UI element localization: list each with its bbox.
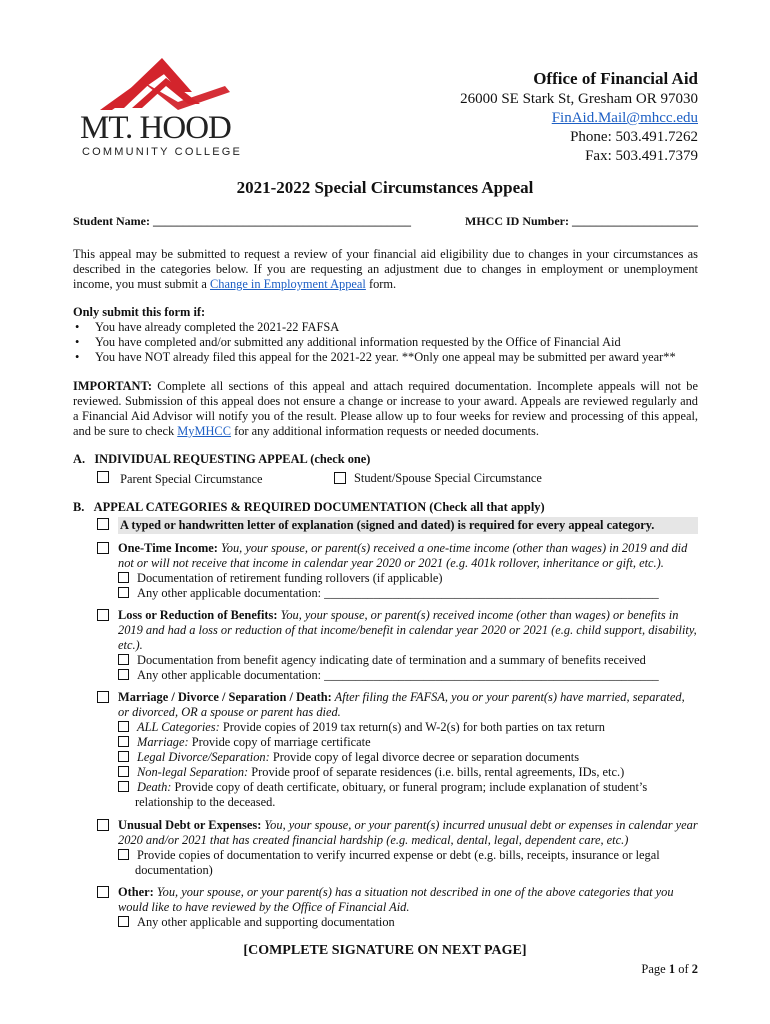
page-number [641, 962, 698, 977]
doc-item-label: Non-legal Separation: [137, 765, 249, 779]
category-title: Marriage / Divorce / Separation / Death: [118, 690, 332, 704]
mhcc-id-field[interactable]: MHCC ID Number: _____________________ [465, 214, 698, 228]
doc-item-label: Marriage: [137, 735, 189, 749]
section-a-heading [73, 452, 370, 467]
doc-checkbox[interactable] [118, 669, 129, 680]
doc-checkbox[interactable] [118, 572, 129, 583]
doc-item: Any other applicable documentation: ______________________________________________________ [137, 668, 659, 682]
page-of: of [675, 962, 692, 976]
doc-item: Provide copies of 2019 tax return(s) and W-2(s) for both parties on tax return [219, 720, 605, 734]
page-label: Page [641, 962, 669, 976]
logo-name: MT. HOOD [80, 110, 231, 146]
section-b-label: B. [73, 500, 85, 514]
student-info-line [73, 214, 698, 229]
letter-note: A typed or handwritten letter of explanation (signed and dated) is required for every appeal category. [118, 517, 698, 534]
category-title: Loss or Reduction of Benefits: [118, 608, 278, 622]
other-checkbox[interactable] [97, 886, 109, 898]
office-phone: Phone: 503.491.7262 [570, 129, 698, 145]
doc-item: Provide proof of separate residences (i.e. bills, rental agreements, IDs, etc.) [248, 765, 625, 779]
section-b-heading [73, 500, 545, 515]
logo-subtitle: COMMUNITY COLLEGE [82, 146, 243, 158]
intro-text: This appeal may be submitted to request a review of your financial aid eligibility due to changes in your circumstances as described in the categories below. If you are requesting an adjustment due to changes in employment or unemployment income, you must submit a [73, 247, 698, 291]
doc-item: Any other applicable and supporting documentation [137, 915, 395, 929]
doc-item-label: ALL Categories: [137, 720, 220, 734]
doc-item-label: Legal Divorce/Separation: [137, 750, 270, 764]
section-a-options [97, 471, 698, 487]
loss-benefits-checkbox[interactable] [97, 609, 109, 621]
doc-checkbox[interactable] [118, 654, 129, 665]
change-in-employment-link[interactable]: Change in Employment Appeal [209, 277, 366, 291]
doc-item: Provide copy of death certificate, obituary, or funeral program; include explanation of student’s relationship to the deceased. [135, 780, 648, 809]
unusual-debt-checkbox[interactable] [97, 819, 109, 831]
category-one-time-income [97, 541, 698, 601]
doc-checkbox[interactable] [118, 721, 129, 732]
section-b-title: APPEAL CATEGORIES & REQUIRED DOCUMENTATION (Check all that apply) [93, 500, 545, 514]
parent-special-label: Parent Special Circumstance [120, 472, 263, 486]
office-contact [460, 68, 698, 166]
office-title: Office of Financial Aid [533, 69, 698, 88]
office-fax: Fax: 503.491.7379 [585, 148, 698, 164]
intro-text-end: form. [365, 277, 397, 291]
important-text-end: for any additional information requests or needed documents. [230, 424, 539, 438]
category-unusual-debt [97, 818, 698, 878]
doc-checkbox[interactable] [118, 916, 129, 927]
doc-item: Documentation of retirement funding rollovers (if applicable) [137, 571, 443, 585]
doc-item: Any other applicable documentation: ______________________________________________________ [137, 586, 659, 600]
one-time-income-checkbox[interactable] [97, 542, 109, 554]
marriage-divorce-checkbox[interactable] [97, 691, 109, 703]
doc-checkbox[interactable] [118, 849, 129, 860]
doc-checkbox[interactable] [118, 587, 129, 598]
category-desc: You, your spouse, or parent(s) received income (other than wages) or benefits in 2019 and had a loss or reduction of that income/benefit in calendar year 2020 or 2021 (e.g. child support, disability, etc.). [118, 608, 697, 652]
mountain-logo-icon [80, 52, 255, 112]
category-desc: You, your spouse, or your parent(s) has a situation not described in one of the above categories that you would like to have reviewed by the Office of Financial Aid. [118, 885, 674, 914]
parent-special-checkbox[interactable] [97, 471, 109, 483]
category-marriage-divorce [97, 690, 698, 810]
category-other [97, 885, 698, 930]
mymhcc-link[interactable]: MyMHCC [177, 424, 231, 438]
doc-item: Provide copy of marriage certificate [188, 735, 371, 749]
office-email-link[interactable]: FinAid.Mail@mhcc.edu [551, 110, 698, 126]
page-current: 1 [668, 962, 676, 976]
doc-item-label: Death: [137, 780, 172, 794]
college-logo [80, 52, 255, 160]
doc-checkbox[interactable] [118, 766, 129, 777]
section-a-label: A. [73, 452, 86, 466]
only-submit-item: • You have NOT already filed this appeal for the 2021-22 year. **Only one appeal may be submitted per award year** [73, 350, 698, 365]
student-name-field[interactable]: Student Name: ___________________________________________ [73, 214, 411, 228]
section-a-title: INDIVIDUAL REQUESTING APPEAL (check one) [94, 452, 371, 466]
student-spouse-label: Student/Spouse Special Circumstance [354, 471, 542, 485]
doc-checkbox[interactable] [118, 736, 129, 747]
doc-checkbox[interactable] [118, 751, 129, 762]
letter-checkbox[interactable] [97, 518, 109, 530]
important-label: IMPORTANT: [73, 379, 152, 393]
category-desc: You, your spouse, or parent(s) received a one-time income (other than wages) in 2019 and did not or will not receive that income in calendar year 2020 or 2021 (e.g. 401k rollover, inheritance or gift, etc.). [118, 541, 688, 570]
only-submit-item: • You have already completed the 2021-22 FAFSA [73, 320, 698, 335]
category-desc: After filing the FAFSA, you or your parent(s) have married, separated, or divorced, OR a spouse or parent has died. [118, 690, 685, 719]
only-submit-item: • You have completed and/or submitted any additional information requested by the Office of Financial Aid [73, 335, 698, 350]
document-title: 2021-2022 Special Circumstances Appeal [236, 178, 534, 197]
student-spouse-checkbox[interactable] [334, 472, 346, 484]
category-title: One-Time Income: [118, 541, 218, 555]
doc-item: Provide copies of documentation to verify incurred expense or debt (e.g. bills, receipts, insurance or legal documentation) [135, 848, 660, 877]
doc-item: Provide copy of legal divorce decree or separation documents [269, 750, 580, 764]
intro-paragraph [73, 247, 698, 292]
important-paragraph [73, 379, 698, 439]
important-text: Complete all sections of this appeal and attach required documentation. Incomplete appeals will not be reviewed. Submission of this appeal does not ensure a change or increase to your award. Appeals are reviewed regularly and a Financial Aid Advisor will notify you of the result. Please allow up to four weeks for review and processing of this appeal, and be sure to check [73, 379, 698, 438]
only-submit-heading: Only submit this form if: [73, 305, 206, 319]
category-title: Unusual Debt or Expenses: [118, 818, 262, 832]
category-title: Other: [118, 885, 154, 899]
category-desc: You, your spouse, or your parent(s) incurred unusual debt or expenses in calendar year 2020 and/or 2021 that has created financial hardship (e.g. medical, dental, legal, dependent care, etc.) [118, 818, 698, 847]
signature-next-page-note: [COMPLETE SIGNATURE ON NEXT PAGE] [243, 943, 527, 958]
doc-item: Documentation from benefit agency indicating date of termination and a summary of benefits received [137, 653, 646, 667]
doc-checkbox[interactable] [118, 781, 129, 792]
letter-requirement [97, 517, 698, 534]
category-loss-of-benefits [97, 608, 698, 683]
page-total: 2 [691, 962, 698, 976]
office-address: 26000 SE Stark St, Gresham OR 97030 [460, 91, 698, 107]
only-submit-section [73, 305, 698, 365]
